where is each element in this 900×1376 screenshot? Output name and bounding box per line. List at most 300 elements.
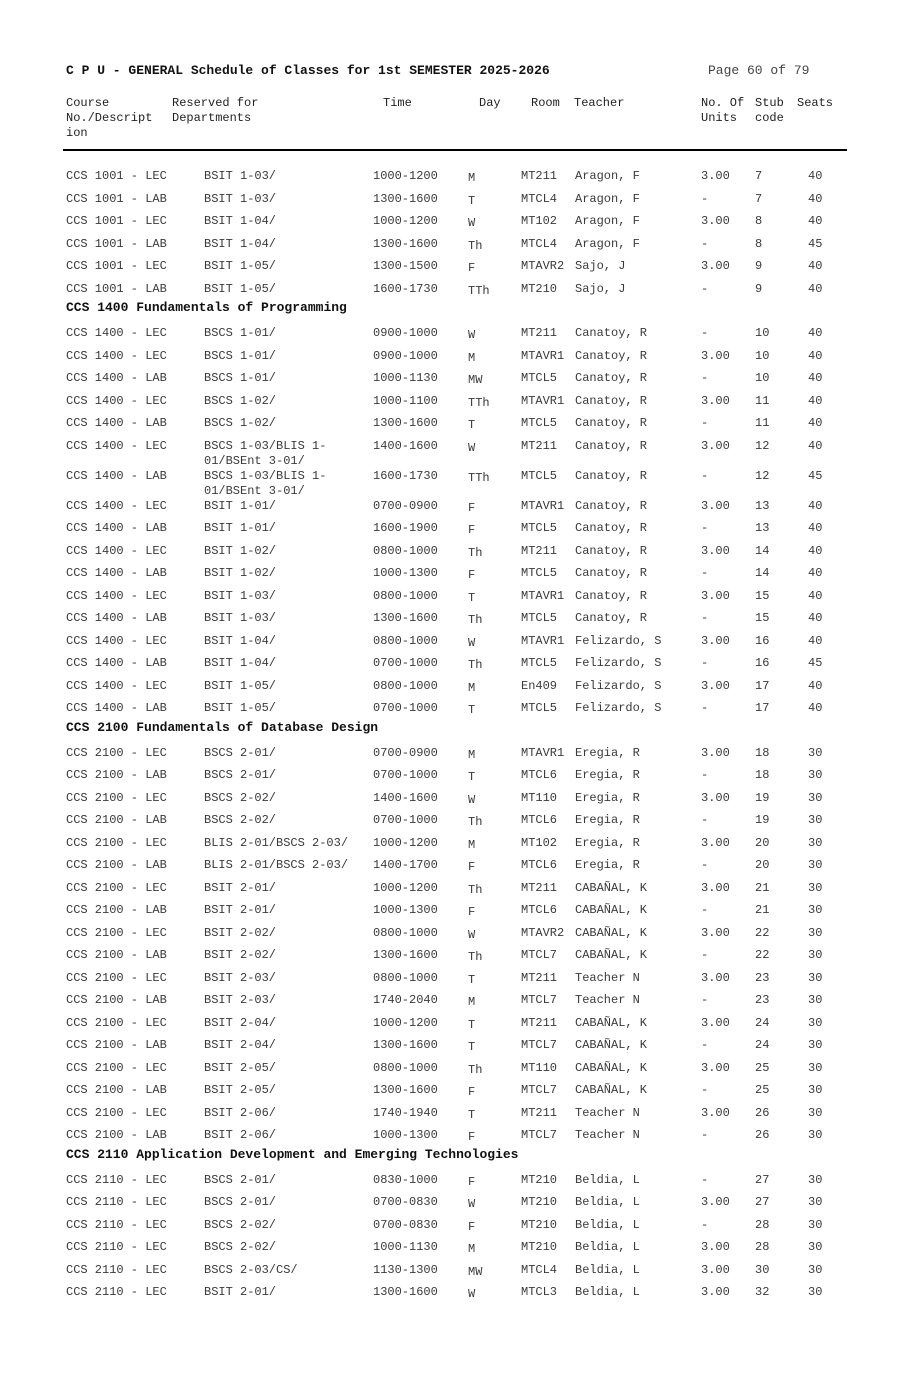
table-row [0,746,900,768]
cell-seats: 40 [808,371,823,385]
cell-time: 1740-1940 [373,1105,438,1120]
cell-day: TTh [468,283,490,298]
cell-day: Th [468,1062,483,1077]
cell-teacher: Teacher N [575,1128,640,1142]
cell-day: T [468,590,476,605]
cell-units: - [701,858,709,872]
cell-units: 3.00 [701,1015,730,1030]
cell-teacher: Eregia, R [575,790,640,805]
cell-course: CCS 2110 - LEC [66,1172,167,1187]
cell-room: MTCL3 [521,1285,558,1299]
cell-time: 1300-1500 [373,259,438,273]
cell-units: 3.00 [701,438,730,453]
table-row [0,169,900,191]
cell-units: - [701,1172,709,1187]
cell-teacher: Teacher N [575,1105,640,1120]
table-row [0,634,900,656]
cell-room: MTCL5 [521,656,558,670]
cell-room: MT211 [521,169,558,183]
cell-time: 1600-1730 [373,468,438,483]
cell-teacher: CABAÑAL, K [575,1015,648,1030]
cell-stub-code: 28 [755,1217,770,1232]
cell-time: 1300-1600 [373,948,438,962]
cell-seats: 40 [808,566,823,580]
cell-stub-code: 27 [755,1172,770,1187]
cell-day: Th [468,815,483,829]
cell-course: CCS 1400 - LAB [66,701,167,715]
cell-reserved-departments: BLIS 2-01/BSCS 2-03/ [204,835,349,850]
cell-stub-code: 24 [755,1038,770,1052]
cell-stub-code: 18 [755,745,770,760]
cell-teacher: Canatoy, R [575,348,648,363]
cell-time: 1300-1600 [373,191,438,206]
cell-time: 1400-1600 [373,790,438,805]
table-row [0,326,900,348]
cell-teacher: Felizardo, S [575,656,662,670]
cell-stub-code: 12 [755,438,770,453]
cell-reserved-departments: BSCS 2-01/ [204,768,277,782]
cell-day: F [468,1130,476,1144]
table-row [0,993,900,1015]
cell-teacher: Canatoy, R [575,326,648,340]
cell-stub-code: 10 [755,371,770,385]
cell-day: W [468,440,476,455]
cell-teacher: CABAÑAL, K [575,1038,648,1052]
cell-course: CCS 2100 - LAB [66,948,167,962]
cell-time: 0800-1000 [373,588,438,603]
cell-units: - [701,948,709,962]
table-row [0,214,900,236]
cell-units: - [701,701,709,715]
cell-teacher: Canatoy, R [575,416,648,430]
cell-seats: 40 [808,611,823,625]
cell-course: CCS 1400 - LEC [66,588,167,603]
cell-room: MT210 [521,1172,558,1187]
table-row [0,589,900,611]
table-row [0,521,900,543]
cell-course: CCS 2100 - LEC [66,1105,167,1120]
cell-reserved-departments: BSCS 2-02/ [204,813,277,827]
cell-stub-code: 21 [755,880,770,895]
cell-stub-code: 16 [755,633,770,648]
cell-day: T [468,193,476,208]
cell-course: CCS 2100 - LEC [66,880,167,895]
cell-day: M [468,680,476,695]
table-row [0,192,900,214]
cell-units: - [701,468,709,483]
cell-seats: 40 [808,701,823,715]
cell-reserved-departments: BSCS 2-03/CS/ [204,1262,298,1277]
table-row [0,1173,900,1195]
cell-time: 1000-1200 [373,214,438,228]
table-row [0,1240,900,1262]
cell-teacher: Canatoy, R [575,611,648,625]
cell-stub-code: 15 [755,611,770,625]
cell-reserved-departments: BSIT 2-01/ [204,1285,277,1299]
cell-reserved-departments: BSIT 1-03/ [204,611,277,625]
cell-units: - [701,191,709,206]
cell-room: MTAVR2 [521,259,565,273]
cell-room: MT211 [521,326,558,340]
cell-units: 3.00 [701,835,730,850]
cell-teacher: Beldia, L [575,1172,640,1187]
cell-room: MTCL5 [521,468,558,483]
cell-course: CCS 1400 - LAB [66,371,167,385]
cell-room: MTCL7 [521,1128,558,1142]
cell-time: 1000-1200 [373,835,438,850]
cell-teacher: Aragon, F [575,191,640,206]
cell-seats: 40 [808,678,823,693]
cell-room: MTAVR1 [521,633,565,648]
cell-room: MT110 [521,1060,558,1075]
cell-teacher: Canatoy, R [575,566,648,580]
cell-time: 0900-1000 [373,326,438,340]
cell-teacher: Canatoy, R [575,438,648,453]
table-row [0,237,900,259]
cell-room: MTAVR1 [521,393,565,408]
cell-course: CCS 1400 - LAB [66,416,167,430]
cell-course: CCS 2100 - LAB [66,1128,167,1142]
cell-seats: 40 [808,521,823,535]
cell-stub-code: 14 [755,543,770,558]
table-row [0,611,900,633]
cell-seats: 40 [808,498,823,513]
cell-course: CCS 1400 - LEC [66,678,167,693]
cell-room: MT102 [521,835,558,850]
cell-reserved-departments: BSIT 1-03/ [204,169,277,183]
table-row [0,813,900,835]
cell-units: 3.00 [701,1240,730,1254]
cell-teacher: Teacher N [575,993,640,1007]
cell-reserved-departments: BSCS 1-03/BLIS 1- 01/BSEnt 3-01/ [204,438,327,468]
cell-units: 3.00 [701,880,730,895]
cell-teacher: Eregia, R [575,745,640,760]
cell-reserved-departments: BSCS 2-01/ [204,1172,277,1187]
cell-day: W [468,792,476,807]
cell-teacher: Beldia, L [575,1195,640,1209]
cell-course: CCS 2100 - LAB [66,813,167,827]
cell-course: CCS 1400 - LEC [66,633,167,648]
cell-room: MT110 [521,790,558,805]
cell-reserved-departments: BSCS 1-03/BLIS 1- 01/BSEnt 3-01/ [204,468,327,498]
cell-room: MT210 [521,1195,558,1209]
column-header-day: Day [479,96,501,110]
cell-seats: 45 [808,656,823,670]
cell-reserved-departments: BSIT 2-01/ [204,880,277,895]
cell-seats: 30 [808,1105,823,1120]
cell-room: MTCL5 [521,566,558,580]
table-row [0,1263,900,1285]
cell-course: CCS 1400 - LEC [66,326,167,340]
cell-seats: 30 [808,880,823,895]
cell-stub-code: 9 [755,281,763,296]
cell-course: CCS 2100 - LEC [66,970,167,985]
cell-teacher: Eregia, R [575,813,640,827]
cell-room: MT210 [521,1240,558,1254]
cell-seats: 30 [808,1217,823,1232]
cell-units: - [701,236,709,251]
cell-stub-code: 25 [755,1083,770,1097]
cell-reserved-departments: BSIT 1-03/ [204,588,277,603]
cell-units: - [701,611,709,625]
cell-reserved-departments: BSIT 2-03/ [204,993,277,1007]
table-row [0,903,900,925]
cell-time: 1000-1200 [373,880,438,895]
cell-time: 0700-0900 [373,745,438,760]
cell-stub-code: 30 [755,1262,770,1277]
cell-teacher: Beldia, L [575,1285,640,1299]
cell-time: 1000-1100 [373,393,438,408]
table-row [0,438,900,468]
cell-time: 1400-1600 [373,438,438,453]
table-row [0,1218,900,1240]
cell-reserved-departments: BSIT 1-04/ [204,633,277,648]
cell-stub-code: 17 [755,701,770,715]
cell-teacher: Eregia, R [575,768,640,782]
cell-teacher: Canatoy, R [575,393,648,408]
cell-stub-code: 19 [755,790,770,805]
cell-reserved-departments: BSIT 2-05/ [204,1060,277,1075]
cell-day: Th [468,950,483,964]
cell-reserved-departments: BSIT 2-02/ [204,925,277,940]
cell-units: - [701,813,709,827]
cell-day: Th [468,613,483,627]
cell-seats: 30 [808,745,823,760]
cell-course: CCS 1001 - LEC [66,169,167,183]
cell-seats: 30 [808,1240,823,1254]
cell-stub-code: 12 [755,468,770,483]
cell-course: CCS 1001 - LAB [66,281,167,296]
cell-day: W [468,927,476,942]
cell-day: F [468,1085,476,1099]
cell-course: CCS 2100 - LEC [66,1060,167,1075]
cell-time: 1000-1130 [373,1240,438,1254]
cell-teacher: CABAÑAL, K [575,880,648,895]
cell-seats: 40 [808,214,823,228]
cell-units: - [701,371,709,385]
cell-units: - [701,416,709,430]
cell-time: 1300-1600 [373,1285,438,1299]
table-row [0,259,900,281]
cell-units: - [701,768,709,782]
cell-stub-code: 24 [755,1015,770,1030]
cell-units: 3.00 [701,393,730,408]
table-row [0,566,900,588]
cell-time: 1000-1300 [373,1128,438,1142]
cell-seats: 30 [808,1038,823,1052]
cell-course: CCS 2100 - LAB [66,858,167,872]
cell-time: 1000-1200 [373,169,438,183]
cell-time: 1000-1300 [373,566,438,580]
cell-units: 3.00 [701,1195,730,1209]
column-header-seats: Seats [797,96,834,110]
cell-time: 0800-1000 [373,925,438,940]
cell-day: W [468,328,476,342]
cell-units: - [701,1038,709,1052]
cell-room: MTAVR1 [521,498,565,513]
cell-stub-code: 11 [755,393,770,408]
cell-course: CCS 2100 - LAB [66,903,167,917]
cell-time: 1740-2040 [373,993,438,1007]
cell-seats: 30 [808,1172,823,1187]
cell-course: CCS 2110 - LEC [66,1240,167,1254]
cell-day: M [468,171,476,185]
cell-teacher: Canatoy, R [575,468,648,483]
cell-units: - [701,1128,709,1142]
cell-day: F [468,1174,476,1189]
cell-time: 1300-1600 [373,611,438,625]
cell-day: F [468,860,476,874]
cell-time: 0700-1000 [373,701,438,715]
cell-day: W [468,216,476,230]
cell-day: Th [468,238,483,253]
cell-units: 3.00 [701,259,730,273]
cell-teacher: Canatoy, R [575,521,648,535]
cell-course: CCS 2100 - LEC [66,835,167,850]
cell-units: 3.00 [701,1262,730,1277]
cell-room: MT211 [521,1015,558,1030]
cell-reserved-departments: BSCS 2-01/ [204,745,277,760]
cell-units: - [701,903,709,917]
cell-units: - [701,281,709,296]
cell-day: TTh [468,470,490,485]
cell-reserved-departments: BSCS 1-01/ [204,371,277,385]
cell-time: 1130-1300 [373,1262,438,1277]
cell-teacher: Eregia, R [575,835,640,850]
cell-course: CCS 2110 - LEC [66,1262,167,1277]
cell-reserved-departments: BSCS 2-01/ [204,1195,277,1209]
cell-room: MTAVR1 [521,745,565,760]
cell-reserved-departments: BSCS 1-01/ [204,326,277,340]
cell-teacher: Beldia, L [575,1240,640,1254]
cell-stub-code: 20 [755,835,770,850]
cell-stub-code: 19 [755,813,770,827]
cell-stub-code: 18 [755,768,770,782]
cell-time: 1000-1300 [373,903,438,917]
cell-time: 0800-1000 [373,678,438,693]
table-row [0,1285,900,1307]
cell-room: MTCL4 [521,236,558,251]
cell-reserved-departments: BSIT 2-01/ [204,903,277,917]
cell-day: T [468,418,476,432]
table-row [0,394,900,416]
cell-units: 3.00 [701,1060,730,1075]
table-row [0,679,900,701]
cell-course: CCS 1001 - LAB [66,236,167,251]
cell-reserved-departments: BSCS 1-01/ [204,348,277,363]
cell-room: MT102 [521,214,558,228]
cell-room: MTAVR2 [521,925,565,940]
cell-stub-code: 21 [755,903,770,917]
table-row [0,971,900,993]
cell-stub-code: 23 [755,993,770,1007]
column-header-reserved: Reserved for Departments [172,96,259,125]
cell-course: CCS 2100 - LEC [66,790,167,805]
cell-seats: 40 [808,281,823,296]
cell-reserved-departments: BSIT 1-04/ [204,656,277,670]
cell-reserved-departments: BSIT 1-05/ [204,281,277,296]
cell-reserved-departments: BSIT 1-02/ [204,566,277,580]
table-row [0,768,900,790]
cell-time: 0700-1000 [373,768,438,782]
cell-seats: 30 [808,1060,823,1075]
cell-course: CCS 1400 - LAB [66,521,167,535]
cell-units: 3.00 [701,498,730,513]
cell-course: CCS 2110 - LEC [66,1217,167,1232]
cell-teacher: Eregia, R [575,858,640,872]
cell-reserved-departments: BSIT 2-04/ [204,1015,277,1030]
cell-course: CCS 1001 - LEC [66,259,167,273]
cell-room: MT211 [521,1105,558,1120]
cell-stub-code: 28 [755,1240,770,1254]
cell-stub-code: 22 [755,948,770,962]
cell-teacher: Aragon, F [575,169,640,183]
section-heading: CCS 1400 Fundamentals of Programming [66,300,347,315]
cell-room: MTCL4 [521,1262,558,1277]
cell-day: T [468,703,476,717]
cell-day: T [468,1017,476,1032]
cell-units: 3.00 [701,745,730,760]
cell-seats: 40 [808,588,823,603]
cell-teacher: Felizardo, S [575,633,662,648]
cell-stub-code: 32 [755,1285,770,1299]
cell-teacher: CABAÑAL, K [575,1060,648,1075]
cell-day: Th [468,545,483,560]
cell-seats: 30 [808,813,823,827]
cell-seats: 40 [808,543,823,558]
cell-time: 1600-1900 [373,521,438,535]
table-row [0,499,900,521]
cell-seats: 30 [808,1015,823,1030]
table-row [0,656,900,678]
cell-reserved-departments: BSIT 1-05/ [204,678,277,693]
cell-units: 3.00 [701,588,730,603]
cell-course: CCS 1400 - LEC [66,543,167,558]
cell-room: En409 [521,678,558,693]
cell-teacher: Sajo, J [575,259,626,273]
cell-reserved-departments: BSCS 2-02/ [204,1240,277,1254]
cell-seats: 30 [808,925,823,940]
cell-reserved-departments: BSIT 2-04/ [204,1038,277,1052]
cell-stub-code: 11 [755,416,770,430]
cell-day: Th [468,882,483,897]
cell-seats: 30 [808,948,823,962]
cell-room: MTCL5 [521,521,558,535]
table-row [0,836,900,858]
cell-stub-code: 7 [755,169,763,183]
cell-course: CCS 1001 - LEC [66,214,167,228]
table-row [0,1016,900,1038]
cell-reserved-departments: BSCS 1-02/ [204,393,277,408]
cell-room: MTCL6 [521,903,558,917]
column-header-time: Time [383,96,412,110]
cell-reserved-departments: BSIT 1-05/ [204,701,277,715]
cell-reserved-departments: BSIT 2-06/ [204,1105,277,1120]
header-rule [63,149,847,151]
page-number: Page 60 of 79 [708,63,810,78]
cell-time: 0700-0830 [373,1217,438,1232]
cell-stub-code: 10 [755,348,770,363]
cell-time: 0700-0830 [373,1195,438,1209]
table-row [0,1061,900,1083]
table-row [0,881,900,903]
cell-teacher: CABAÑAL, K [575,925,648,940]
cell-time: 1300-1600 [373,1083,438,1097]
cell-seats: 30 [808,1195,823,1209]
cell-reserved-departments: BSIT 2-06/ [204,1128,277,1142]
cell-units: 3.00 [701,348,730,363]
cell-day: M [468,837,476,852]
